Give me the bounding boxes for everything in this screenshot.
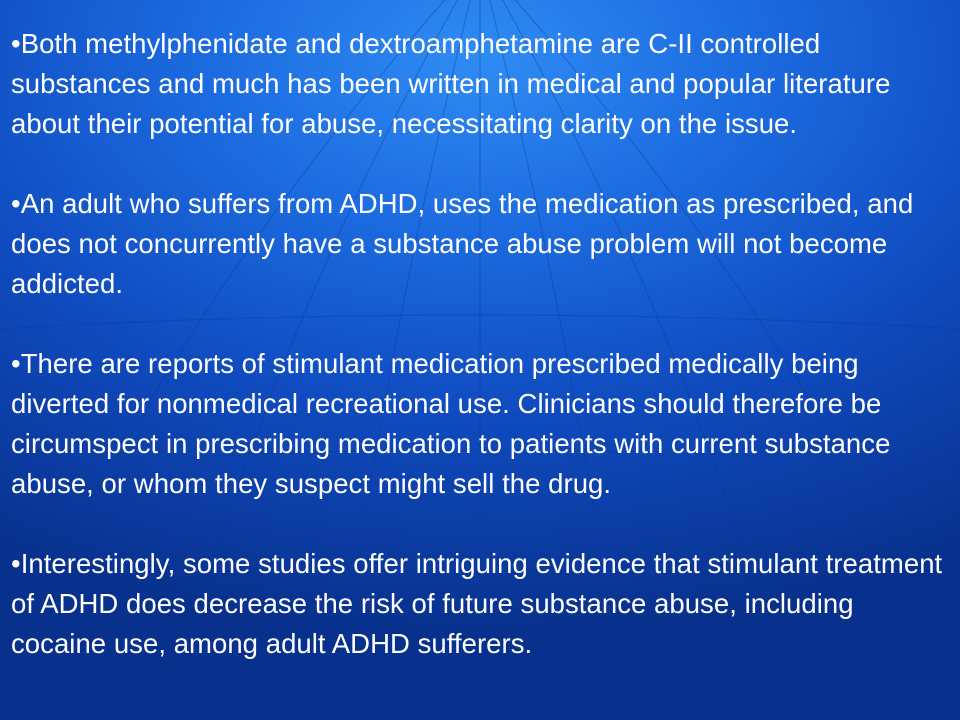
bullet-item xyxy=(11,344,951,504)
bullet-text: Interestingly, some studies offer intriguing evidence that stimulant treatment of ADHD does decrease the risk of future substance abuse, including cocaine use, among adult ADHD sufferers. xyxy=(11,548,943,659)
bullet-text: There are reports of stimulant medication prescribed medically being diverted for nonmedical recreational use. Clinicians should therefore be circumspect in prescribing medication to patients with current substance abuse, or whom they suspect might sell the drug. xyxy=(11,348,891,499)
bullet-marker: • xyxy=(11,348,21,379)
bullet-item xyxy=(11,184,951,304)
bullet-item xyxy=(11,544,951,664)
bullet-marker: • xyxy=(11,188,21,219)
bullet-text: An adult who suffers from ADHD, uses the medication as prescribed, and does not concurrently have a substance abuse problem will not become addicted. xyxy=(11,188,914,299)
bullet-marker: • xyxy=(11,28,21,59)
bullet-text: Both methylphenidate and dextroamphetamine are C-II controlled substances and much has been written in medical and popular literature about their potential for abuse, necessitating clarity on the issue. xyxy=(11,28,891,139)
bullet-list xyxy=(11,24,951,664)
bullet-marker: • xyxy=(11,548,21,579)
bullet-item xyxy=(11,24,951,144)
